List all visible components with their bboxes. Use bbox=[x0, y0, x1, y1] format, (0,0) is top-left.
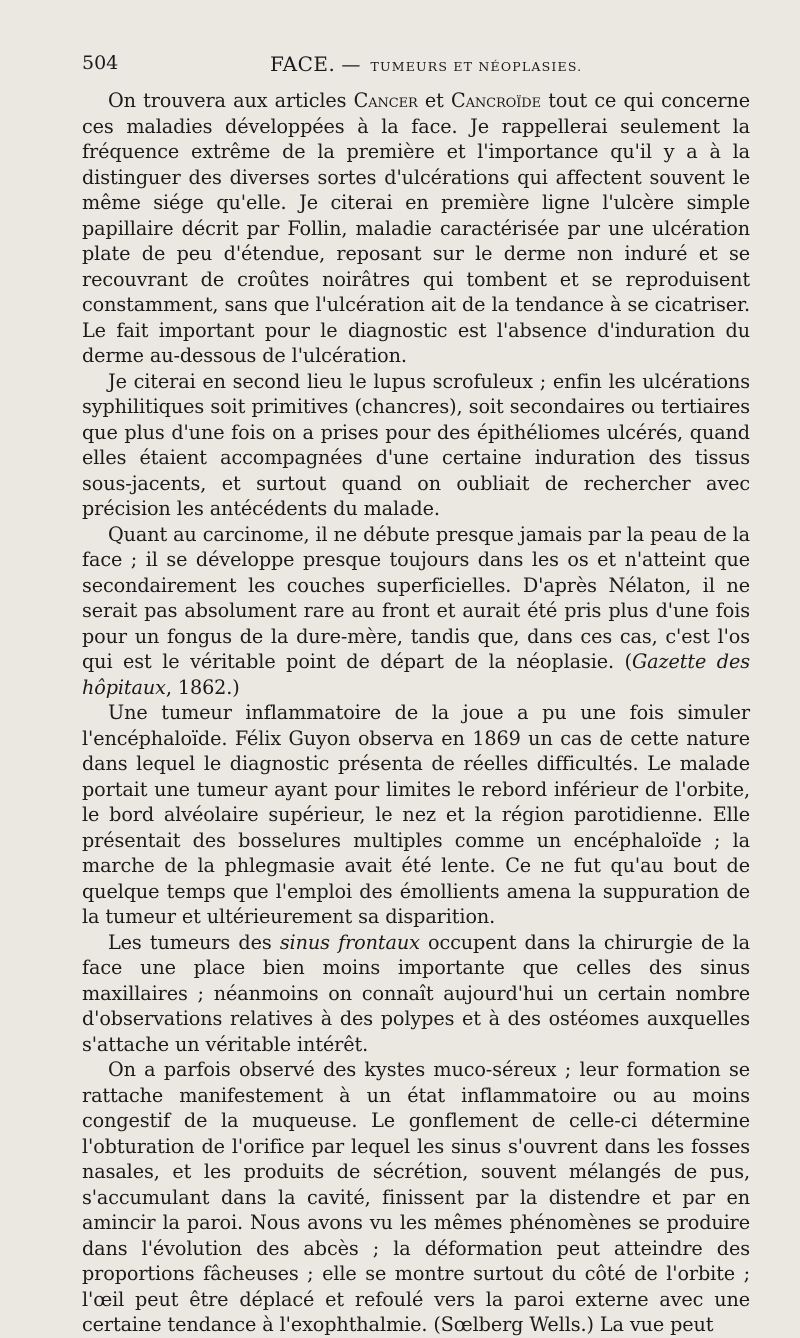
paragraph-2: Je citerai en second lieu le lupus scrofuleux ; enfin les ulcérations syphilitiques soit primitives (chancres), soit secondaires ou tertiaires que plus d'une fois on a prises pour des épithéliomes ulcérés, quand elles étaient accompagnées d'une certaine induration des tissus sous-jacents, et surtout quand on oubliait de rechercher avec précision les antécédents du malade. bbox=[82, 369, 750, 520]
paragraph-6: On a parfois observé des kystes muco-séreux ; leur formation se rattache manifestement à un état inflammatoire ou au moins congestif de la muqueuse. Le gonflement de celle-ci détermine l'obturation de l'orifice par lequel les sinus s'ouvrent dans les fosses nasales, et les produits de sécrétion, souvent mélangés de pus, s'accumulant dans la cavité, finissent par la distendre et par en amincir la paroi. Nous avons vu les mêmes phénomènes se produire dans l'évolution des abcès ; la déformation peut atteindre des proportions fâcheuses ; elle se montre surtout du côté de l'orbite ; l'œil peut être déplacé et refoulé vers la paroi externe avec une certaine tendance à l'exophthalmie. (Sœlberg Wells.) La vue peut bbox=[82, 1058, 750, 1336]
header-subtitle: TUMEURS ET NÉOPLASIES. bbox=[370, 59, 583, 74]
paragraph-1: On trouvera aux articles Cancer et Cancroïde tout ce qui concerne ces maladies développées à la face. Je rappellerai seulement la fréquence extrême de la première et l'importance qu'il y a à la distinguer des diverses sortes d'ulcérations qui affectent souvent le même siége qu'elle. Je citerai en première ligne l'ulcère simple papillaire décrit par Follin, maladie caractérisée par une ulcération plate de peu d'étendue, reposant sur le derme non induré et se recouvrant de croûtes noirâtres qui tombent et se reproduisent constamment, sans que l'ulcération ait de la tendance à se cicatriser. Le fait important pour le diagnostic est l'absence d'induration du derme au-dessous de l'ulcération. bbox=[82, 89, 750, 367]
running-header bbox=[82, 52, 750, 82]
paragraph-3: Quant au carcinome, il ne débute presque jamais par la peau de la face ; il se développe presque toujours dans les os et n'atteint que secondairement les couches superficielles. D'après Nélaton, il ne serait pas absolument rare au front et aurait été pris plus d'une fois pour un fongus de la dure-mère, tandis que, dans ces cas, c'est l'os qui est le véritable point de départ de la néoplasie. (Gazette des hôpitaux, 1862.) bbox=[82, 522, 750, 699]
article-ref-cancroide: Cancroïde bbox=[450, 89, 541, 112]
running-title bbox=[270, 52, 582, 76]
body-text bbox=[82, 88, 750, 1338]
citation-title: Gazette des hôpitaux bbox=[82, 650, 750, 699]
article-ref-cancer: Cancer bbox=[353, 89, 418, 112]
header-dash: — bbox=[341, 54, 361, 76]
page-number: 504 bbox=[82, 52, 119, 74]
paragraph-4: Une tumeur inflammatoire de la joue a pu une fois simuler l'encéphaloïde. Félix Guyon observa en 1869 un cas de cette nature dans lequel le diagnostic présenta de réelles difficultés. Le malade portait une tumeur ayant pour limites le rebord inférieur de l'orbite, le bord alvéolaire supérieur, le nez et la région parotidienne. Elle présentait des bosselures multiples comme un encéphaloïde ; la marche de la phlegmasie avait été lente. Ce ne fut qu'au bout de quelque temps que l'emploi des émollients amena la suppuration de la tumeur et ultérieurement sa disparition. bbox=[82, 701, 750, 928]
header-title: FACE. bbox=[270, 52, 336, 76]
italic-term: sinus frontaux bbox=[279, 930, 420, 954]
paragraph-5: Les tumeurs des sinus frontaux occupent dans la chirurgie de la face une place bien moins importante que celles des sinus maxillaires ; néanmoins on connaît aujourd'hui un certain nombre d'observations relatives à des polypes et à des ostéomes auxquelles s'attache un véritable intérêt. bbox=[82, 930, 750, 1056]
